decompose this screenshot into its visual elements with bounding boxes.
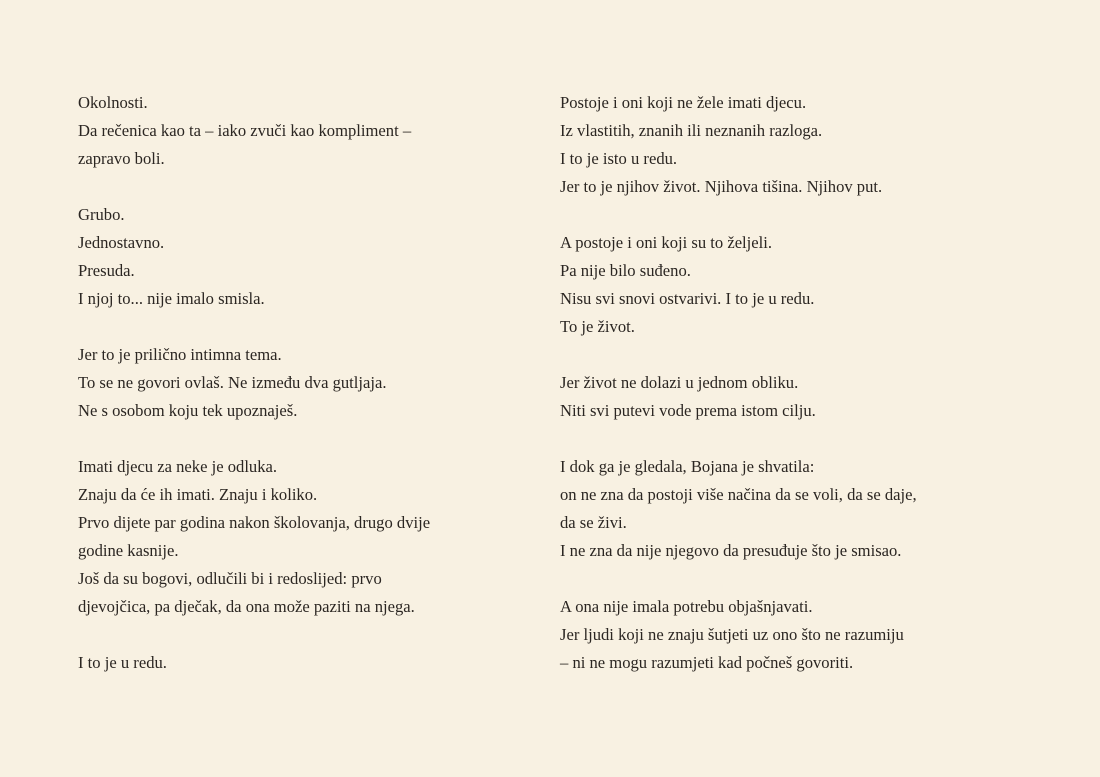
paragraph	[560, 593, 1010, 677]
text-line: Prvo dijete par godina nakon školovanja, drugo dvije	[78, 513, 431, 532]
text-line: Još da su bogovi, odlučili bi i redoslijed: prvo	[78, 569, 382, 588]
text-line: A ona nije imala potrebu objašnjavati.	[560, 597, 813, 616]
text-line: Okolnosti.	[78, 93, 148, 112]
text-line: on ne zna da postoji više načina da se voli, da se daje,	[560, 485, 917, 504]
text-line: Jer ljudi koji ne znaju šutjeti uz ono što ne razumiju	[560, 625, 904, 644]
paragraph	[78, 341, 548, 425]
paragraph	[560, 89, 1010, 201]
text-line: Niti svi putevi vode prema istom cilju.	[560, 401, 816, 420]
text-line: Jer to je njihov život. Njihova tišina. Njihov put.	[560, 177, 883, 196]
text-line: To je život.	[560, 317, 635, 336]
left-text-column	[78, 89, 548, 705]
text-line: Iz vlastitih, znanih ili neznanih razloga.	[560, 121, 823, 140]
text-line: I to je isto u redu.	[560, 149, 678, 168]
paragraph	[560, 229, 1010, 341]
text-line: godine kasnije.	[78, 541, 179, 560]
paragraph	[78, 453, 548, 621]
text-line: Jednostavno.	[78, 233, 165, 252]
text-line: Postoje i oni koji ne žele imati djecu.	[560, 93, 807, 112]
paragraph	[78, 649, 548, 677]
text-line: I njoj to... nije imalo smisla.	[78, 289, 265, 308]
text-line: Jer to je prilično intimna tema.	[78, 345, 282, 364]
text-line: I to je u redu.	[78, 653, 167, 672]
text-line: I ne zna da nije njegovo da presuđuje što je smisao.	[560, 541, 902, 560]
text-line: djevojčica, pa dječak, da ona može paziti na njega.	[78, 597, 415, 616]
text-line: Pa nije bilo suđeno.	[560, 261, 691, 280]
text-line: – ni ne mogu razumjeti kad počneš govoriti.	[560, 653, 854, 672]
text-line: Znaju da će ih imati. Znaju i koliko.	[78, 485, 318, 504]
paragraph	[560, 453, 1010, 565]
text-line: Ne s osobom koju tek upoznaješ.	[78, 401, 298, 420]
text-line: Presuda.	[78, 261, 135, 280]
text-line: da se živi.	[560, 513, 627, 532]
paragraph	[78, 89, 548, 173]
text-line: Imati djecu za neke je odluka.	[78, 457, 278, 476]
text-line: zapravo boli.	[78, 149, 165, 168]
text-line: Jer život ne dolazi u jednom obliku.	[560, 373, 799, 392]
text-line: I dok ga je gledala, Bojana je shvatila:	[560, 457, 815, 476]
text-line: Grubo.	[78, 205, 125, 224]
paragraph	[560, 369, 1010, 425]
text-line: Nisu svi snovi ostvarivi. I to je u redu.	[560, 289, 815, 308]
paragraph	[78, 201, 548, 313]
text-line: To se ne govori ovlaš. Ne između dva gutljaja.	[78, 373, 387, 392]
right-text-column	[560, 89, 1010, 705]
text-line: Da rečenica kao ta – iako zvuči kao kompliment –	[78, 121, 412, 140]
text-line: A postoje i oni koji su to željeli.	[560, 233, 773, 252]
